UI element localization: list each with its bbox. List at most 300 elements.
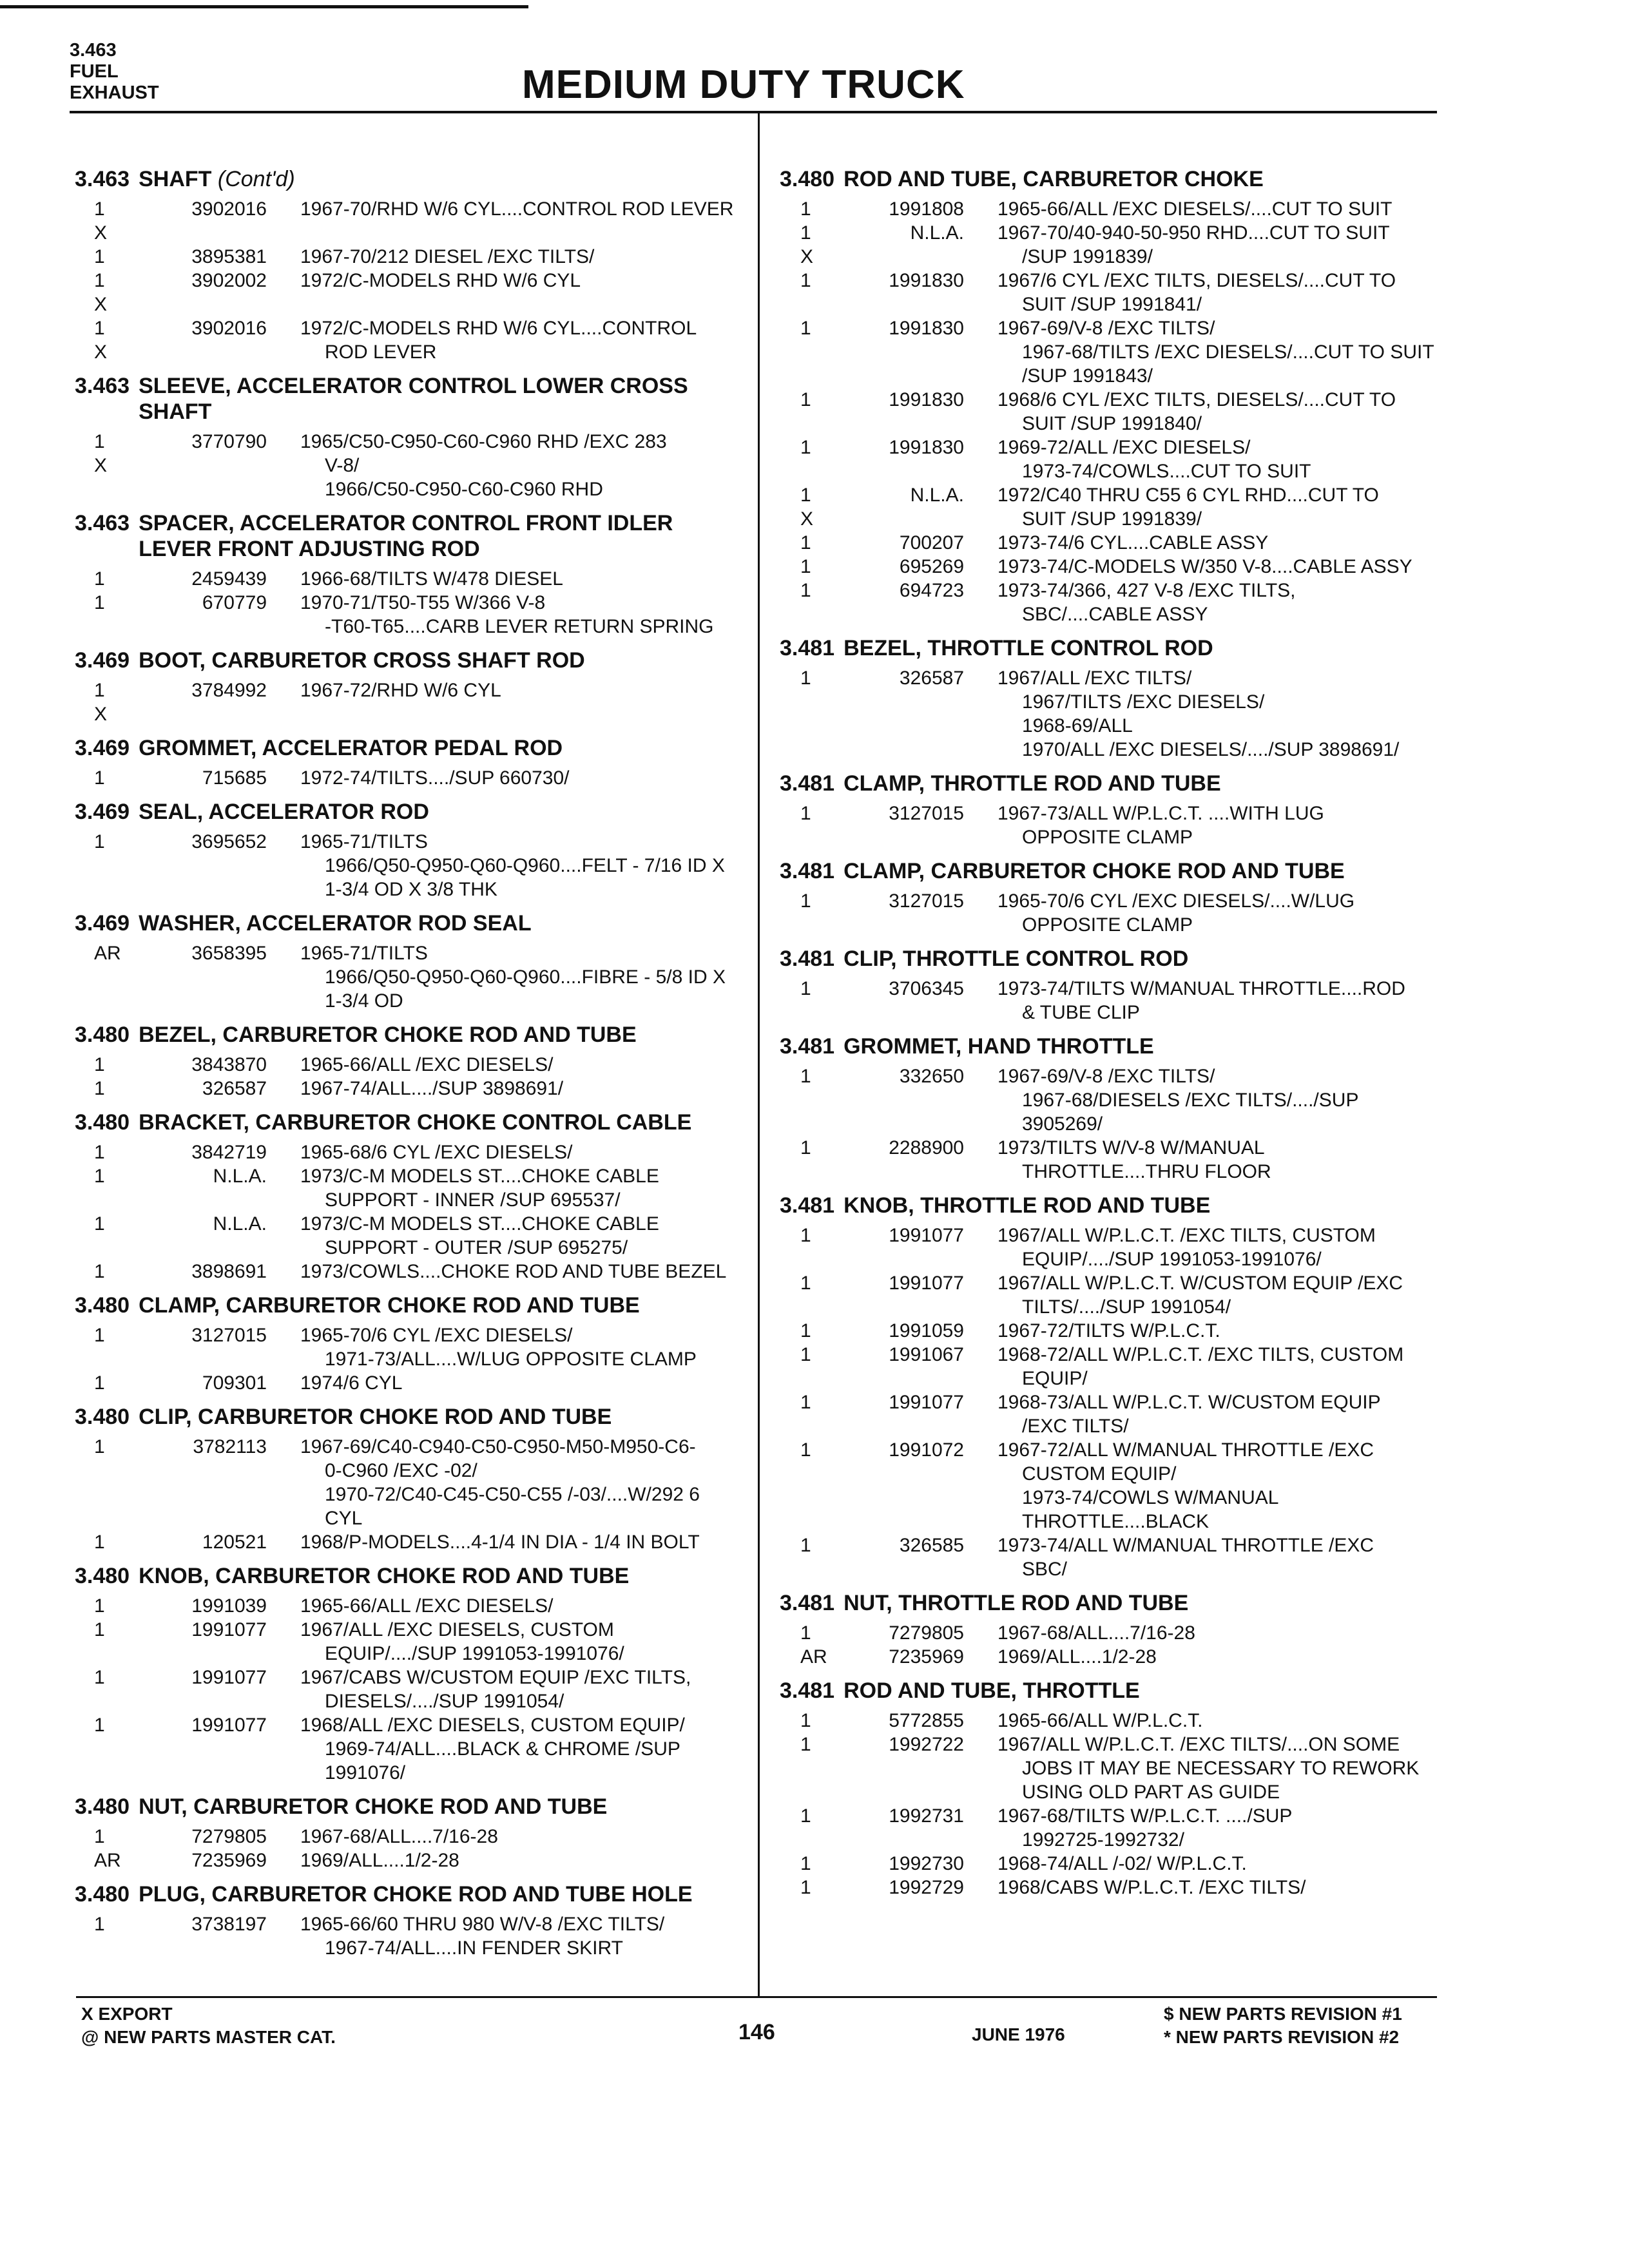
description-line: 1967/CABS W/CUSTOM EQUIP /EXC TILTS,	[300, 1667, 691, 1688]
quantity: 1 X	[800, 485, 814, 530]
section-heading	[780, 635, 1437, 661]
description-line: 1967-69/V-8 /EXC TILTS/	[998, 318, 1215, 339]
quantity: 1	[94, 831, 105, 852]
quantity: 1 X	[800, 222, 814, 267]
part-number: 1991830	[889, 270, 964, 291]
description-line: V-8/	[325, 455, 360, 476]
top-edge-rule	[0, 5, 528, 8]
parts-section	[780, 635, 1437, 762]
description	[968, 531, 1437, 555]
parts-section	[75, 373, 742, 501]
section-name	[843, 1678, 1437, 1704]
part-entry	[75, 1666, 742, 1713]
section-name-text: CLAMP, CARBURETOR CHOKE ROD AND TUBE	[843, 859, 1345, 883]
description-line: 1973-74/COWLS....CUT TO SUIT	[1022, 461, 1311, 482]
quantity: 1	[800, 318, 811, 339]
part-number: 1992722	[889, 1734, 964, 1755]
quantity: 1	[94, 1372, 105, 1394]
description-line: 1969-72/ALL /EXC DIESELS/	[998, 437, 1251, 458]
part-entry	[75, 1140, 742, 1164]
part-entry	[75, 1371, 742, 1395]
parts-section	[75, 648, 742, 726]
section-name-text: ROD AND TUBE, CARBURETOR CHOKE	[843, 167, 1264, 191]
description-line: SUIT /SUP 1991840/	[1022, 413, 1202, 434]
section-heading	[780, 1193, 1437, 1218]
section-code: 3.463	[75, 511, 130, 535]
part-number: 1991072	[889, 1439, 964, 1461]
section-heading	[75, 1110, 742, 1135]
legend-master-cat: @ NEW PARTS MASTER CAT.	[81, 2027, 336, 2047]
part-entry	[780, 666, 1437, 762]
part-entry	[75, 1849, 742, 1872]
quantity: 1	[800, 1805, 811, 1827]
part-number: 1991830	[889, 318, 964, 339]
description-line: SUPPORT - INNER /SUP 695537/	[325, 1189, 621, 1211]
description-line: 1991076/	[325, 1762, 406, 1783]
quantity: 1	[800, 532, 811, 553]
description-line: 1965-66/ALL /EXC DIESELS/	[300, 1595, 554, 1617]
description	[271, 197, 742, 245]
section-name-text: BRACKET, CARBURETOR CHOKE CONTROL CABLE	[139, 1110, 692, 1135]
description	[271, 1371, 742, 1395]
description-line: SBC/	[1022, 1559, 1068, 1580]
quantity: 1	[800, 1392, 811, 1413]
description	[271, 1212, 742, 1260]
description	[271, 1323, 742, 1371]
parts-section	[780, 946, 1437, 1024]
footer-legend-left	[81, 2003, 336, 2049]
description-line: 1966/Q50-Q950-Q60-Q960....FIBRE - 5/8 ID X	[325, 966, 726, 988]
part-entry	[75, 678, 742, 726]
quantity: 1	[800, 556, 811, 577]
quantity: 1	[94, 1213, 105, 1235]
description-line: 0-C960 /EXC -02/	[325, 1460, 477, 1481]
section-name	[843, 635, 1437, 661]
section-heading	[75, 1881, 742, 1907]
section-name	[843, 1193, 1437, 1218]
part-number: N.L.A.	[213, 1166, 267, 1187]
section-name	[843, 1033, 1437, 1059]
description	[968, 1804, 1437, 1852]
description-line: 1968-72/ALL W/P.L.C.T. /EXC TILTS, CUSTOM	[998, 1344, 1404, 1365]
description	[271, 941, 742, 1013]
page-number: 146	[738, 2020, 775, 2044]
part-number: 3843870	[191, 1054, 267, 1075]
section-code: 3.480	[75, 1794, 130, 1819]
quantity: AR	[800, 1646, 827, 1667]
description-line: 1-3/4 OD	[325, 990, 403, 1012]
description	[968, 1533, 1437, 1581]
description-line: 1965-71/TILTS	[300, 943, 428, 964]
section-code: 3.469	[75, 911, 130, 936]
quantity: 1 X	[94, 270, 108, 315]
description-line: 1967-74/ALL....IN FENDER SKIRT	[325, 1937, 623, 1959]
description	[271, 830, 742, 901]
section-name-text: GROMMET, ACCELERATOR PEDAL ROD	[139, 736, 563, 760]
description-line: 1970-71/T50-T55 W/366 V-8	[300, 592, 546, 613]
part-number: 7279805	[191, 1826, 267, 1847]
description-line: 1967/TILTS /EXC DIESELS/	[1022, 691, 1265, 713]
description-line: 1967/ALL /EXC DIESELS, CUSTOM	[300, 1619, 614, 1640]
parts-section	[780, 1033, 1437, 1184]
description	[271, 1594, 742, 1618]
quantity: 1	[800, 1439, 811, 1461]
section-name	[843, 166, 1437, 192]
part-number: 3895381	[191, 246, 267, 267]
quantity: 1	[94, 1715, 105, 1736]
part-entry	[780, 579, 1437, 626]
part-number: 3770790	[191, 431, 267, 452]
section-code: 3.481	[780, 947, 835, 971]
description-line: & TUBE CLIP	[1022, 1002, 1140, 1023]
section-code: 3.481	[780, 1034, 835, 1059]
quantity: 1	[800, 1877, 811, 1898]
description	[271, 1912, 742, 1960]
description	[968, 483, 1437, 531]
part-entry	[780, 1064, 1437, 1136]
part-entry	[780, 802, 1437, 849]
description-line: 1972/C-MODELS RHD W/6 CYL	[300, 270, 581, 291]
description	[968, 1438, 1437, 1533]
publication-date: JUNE 1976	[972, 2024, 1065, 2044]
quantity: 1	[94, 1619, 105, 1640]
quantity: 1	[94, 1532, 105, 1553]
description-line: 1968/ALL /EXC DIESELS, CUSTOM EQUIP/	[300, 1715, 685, 1736]
part-entry	[780, 555, 1437, 579]
description	[271, 1260, 742, 1283]
description-line: 1969/ALL....1/2-28	[300, 1850, 459, 1871]
section-name	[139, 1110, 742, 1135]
quantity: 1	[94, 1914, 105, 1935]
description-line: 1966-68/TILTS W/478 DIESEL	[300, 568, 563, 590]
part-entry	[780, 388, 1437, 436]
description	[271, 1713, 742, 1785]
description-line: THROTTLE....BLACK	[1022, 1511, 1210, 1532]
part-number: 120521	[202, 1532, 267, 1553]
description-line: 1967/ALL W/P.L.C.T. /EXC TILTS/....ON SOME	[998, 1734, 1400, 1755]
section-fuel: FUEL	[70, 61, 119, 82]
section-name	[139, 1293, 742, 1318]
section-heading	[75, 510, 742, 562]
page-title: MEDIUM DUTY TRUCK	[522, 62, 965, 107]
description-line: TILTS/..../SUP 1991054/	[1022, 1296, 1231, 1318]
part-number: 3127015	[889, 890, 964, 912]
description-line: OPPOSITE CLAMP	[1022, 827, 1193, 848]
part-entry	[75, 1618, 742, 1666]
quantity: 1	[800, 198, 811, 220]
part-entry	[75, 567, 742, 591]
section-name-text: SPACER, ACCELERATOR CONTROL FRONT IDLER LEVER FRONT ADJUSTING ROD	[139, 511, 673, 561]
section-name	[139, 1404, 742, 1430]
description-line: /SUP 1991839/	[1022, 246, 1153, 267]
part-entry	[75, 1530, 742, 1554]
quantity: 1	[94, 568, 105, 590]
continued-note: (Cont'd)	[217, 167, 295, 191]
part-number: 7279805	[889, 1622, 964, 1644]
part-entry	[75, 197, 742, 245]
description-line: 1967-68/TILTS W/P.L.C.T. ..../SUP	[998, 1805, 1293, 1827]
section-heading	[780, 771, 1437, 796]
part-entry	[75, 316, 742, 364]
quantity: 1	[94, 1054, 105, 1075]
description-line: 1968-74/ALL /-02/ W/P.L.C.T.	[998, 1853, 1247, 1874]
description-line: JOBS IT MAY BE NECESSARY TO REWORK	[1022, 1758, 1420, 1779]
description-line: 1967-72/ALL W/MANUAL THROTTLE /EXC	[998, 1439, 1374, 1461]
description	[968, 666, 1437, 762]
section-heading	[75, 799, 742, 825]
section-heading	[75, 1404, 742, 1430]
quantity: 1	[800, 890, 811, 912]
description	[968, 1709, 1437, 1733]
section-name-text: PLUG, CARBURETOR CHOKE ROD AND TUBE HOLE	[139, 1882, 693, 1907]
parts-section	[75, 1563, 742, 1785]
description-line: ROD LEVER	[325, 341, 437, 363]
section-name-text: CLAMP, THROTTLE ROD AND TUBE	[843, 771, 1221, 796]
part-entry	[75, 1594, 742, 1618]
part-entry	[780, 1645, 1437, 1669]
description	[968, 1390, 1437, 1438]
parts-section	[780, 1678, 1437, 1899]
part-number: 7235969	[889, 1646, 964, 1667]
part-entry	[780, 1343, 1437, 1390]
description-line: 1967-73/ALL W/P.L.C.T. ....WITH LUG	[998, 803, 1324, 824]
description-line: 1974/6 CYL	[300, 1372, 403, 1394]
part-entry	[780, 889, 1437, 937]
quantity: 1	[94, 592, 105, 613]
description	[271, 1849, 742, 1872]
section-code: 3.463	[75, 167, 130, 191]
description-line: 1972/C-MODELS RHD W/6 CYL....CONTROL	[300, 318, 697, 339]
part-number: 1991077	[889, 1273, 964, 1294]
part-number: 715685	[202, 767, 267, 789]
quantity: 1	[800, 389, 811, 410]
description-line: USING OLD PART AS GUIDE	[1022, 1782, 1280, 1803]
description-line: 1967-68/ALL....7/16-28	[300, 1826, 498, 1847]
section-code: 3.480	[75, 1293, 130, 1318]
description-line: SUPPORT - OUTER /SUP 695275/	[325, 1237, 628, 1258]
part-number: 326587	[202, 1078, 267, 1099]
part-entry	[780, 1852, 1437, 1876]
description-line: 1973-74/C-MODELS W/350 V-8....CABLE ASSY	[998, 556, 1412, 577]
quantity: 1	[800, 1137, 811, 1158]
part-number: 3902016	[191, 198, 267, 220]
description-line: 1973/TILTS W/V-8 W/MANUAL	[998, 1137, 1265, 1158]
section-heading	[75, 1293, 742, 1318]
description-line: 1973-74/366, 427 V-8 /EXC TILTS,	[998, 580, 1296, 601]
legend-revision-1: $ NEW PARTS REVISION #1	[1164, 2004, 1402, 2024]
part-number: 1991077	[191, 1667, 267, 1688]
part-entry	[780, 1709, 1437, 1733]
description-line: 1967/ALL /EXC TILTS/	[998, 668, 1192, 689]
section-heading	[75, 1022, 742, 1048]
section-name-text: GROMMET, HAND THROTTLE	[843, 1034, 1154, 1059]
part-entry	[780, 531, 1437, 555]
right-column	[780, 166, 1437, 1908]
part-entry	[780, 1136, 1437, 1184]
quantity: 1	[94, 1595, 105, 1617]
parts-section	[75, 510, 742, 639]
part-entry	[75, 1435, 742, 1530]
description-line: 1965/C50-C950-C60-C960 RHD /EXC 283	[300, 431, 667, 452]
part-number: 1991830	[889, 389, 964, 410]
section-code: 3.481	[780, 636, 835, 660]
quantity: 1 X	[94, 431, 108, 476]
section-heading	[75, 1794, 742, 1820]
section-name	[139, 735, 742, 761]
part-number: 3782113	[193, 1436, 267, 1457]
section-name-text: BOOT, CARBURETOR CROSS SHAFT ROD	[139, 648, 585, 673]
description	[271, 567, 742, 591]
description-line: 1965-71/TILTS	[300, 831, 428, 852]
part-number: 1992729	[889, 1877, 964, 1898]
part-number: 709301	[202, 1372, 267, 1394]
quantity: AR	[94, 1850, 121, 1871]
description-line: 1973/C-M MODELS ST....CHOKE CABLE	[300, 1213, 659, 1235]
part-entry	[75, 1260, 742, 1283]
quantity: 1 X	[94, 198, 108, 244]
section-code: 3.469	[75, 736, 130, 760]
part-entry	[780, 1621, 1437, 1645]
section-name	[139, 910, 742, 936]
description	[271, 316, 742, 364]
quantity: 1	[800, 1853, 811, 1874]
section-code: 3.480	[75, 1405, 130, 1429]
footer-legend-right	[1164, 2003, 1402, 2049]
part-entry	[780, 1533, 1437, 1581]
parts-section	[75, 735, 742, 790]
description-line: 1967-68/ALL....7/16-28	[998, 1622, 1195, 1644]
quantity: 1	[800, 1622, 811, 1644]
left-column	[75, 166, 742, 1969]
section-name-text: KNOB, THROTTLE ROD AND TUBE	[843, 1193, 1211, 1218]
quantity: 1	[800, 1066, 811, 1087]
column-divider	[758, 113, 760, 1997]
part-number: N.L.A.	[910, 485, 964, 506]
section-code: 3.469	[75, 800, 130, 824]
description	[271, 1140, 742, 1164]
quantity: 1	[94, 246, 105, 267]
part-entry	[75, 1164, 742, 1212]
part-number: N.L.A.	[910, 222, 964, 244]
description	[271, 269, 742, 316]
part-entry	[780, 1271, 1437, 1319]
section-name	[139, 510, 742, 562]
part-number: 1991077	[191, 1715, 267, 1736]
part-number: 326587	[899, 668, 964, 689]
part-entry	[75, 830, 742, 901]
quantity: 1	[800, 1320, 811, 1341]
description-line: 1973-74/ALL W/MANUAL THROTTLE /EXC	[998, 1535, 1374, 1556]
description	[968, 1064, 1437, 1136]
section-name-text: SEAL, ACCELERATOR ROD	[139, 800, 429, 824]
description-line: 1965-66/ALL /EXC DIESELS/	[300, 1054, 554, 1075]
section-name	[139, 1022, 742, 1048]
part-number: 700207	[899, 532, 964, 553]
section-code: 3.481	[780, 771, 835, 796]
section-name	[139, 166, 742, 192]
parts-section	[780, 166, 1437, 626]
parts-section	[75, 1404, 742, 1554]
section-name	[843, 771, 1437, 796]
parts-section	[75, 1293, 742, 1395]
part-entry	[780, 436, 1437, 483]
description-line: CYL	[325, 1508, 363, 1529]
description-line: 1973-74/TILTS W/MANUAL THROTTLE....ROD	[998, 978, 1405, 999]
description	[271, 591, 742, 639]
section-code: 3.480	[780, 167, 835, 191]
section-name	[843, 858, 1437, 884]
description	[271, 678, 742, 726]
part-entry	[75, 1912, 742, 1960]
quantity: 1	[800, 437, 811, 458]
part-number: 3658395	[191, 943, 267, 964]
description-line: CUSTOM EQUIP/	[1022, 1463, 1177, 1485]
part-number: 326585	[899, 1535, 964, 1556]
description-line: 1967/ALL W/P.L.C.T. W/CUSTOM EQUIP /EXC	[998, 1273, 1403, 1294]
description-line: SUIT /SUP 1991841/	[1022, 294, 1202, 315]
description-line: EQUIP/..../SUP 1991053-1991076/	[1022, 1249, 1322, 1270]
parts-section	[75, 799, 742, 901]
quantity: AR	[94, 943, 121, 964]
part-entry	[75, 766, 742, 790]
description	[968, 802, 1437, 849]
part-entry	[780, 1876, 1437, 1899]
description-line: 1965-70/6 CYL /EXC DIESELS/	[300, 1325, 573, 1346]
part-entry	[780, 269, 1437, 316]
description	[271, 1053, 742, 1077]
description-line: 1992725-1992732/	[1022, 1829, 1184, 1850]
description-line: 1967-74/ALL..../SUP 3898691/	[300, 1078, 564, 1099]
description-line: 1965-66/ALL /EXC DIESELS/....CUT TO SUIT	[998, 198, 1393, 220]
quantity: 1	[94, 1142, 105, 1163]
section-heading	[780, 1033, 1437, 1059]
part-entry	[780, 1804, 1437, 1852]
section-name-text: SLEEVE, ACCELERATOR CONTROL LOWER CROSS SHAFT	[139, 374, 688, 424]
description	[271, 430, 742, 501]
section-code: 3.469	[75, 648, 130, 673]
part-number: 1991067	[889, 1344, 964, 1365]
description	[271, 1435, 742, 1530]
part-entry	[75, 1825, 742, 1849]
part-entry	[780, 1733, 1437, 1804]
part-entry	[780, 977, 1437, 1024]
description-line: 1965-70/6 CYL /EXC DIESELS/....W/LUG	[998, 890, 1355, 912]
section-code: 3.480	[75, 1023, 130, 1047]
quantity: 1	[94, 1325, 105, 1346]
description	[271, 245, 742, 269]
section-name	[139, 1563, 742, 1589]
description-line: /EXC TILTS/	[1022, 1416, 1129, 1437]
parts-section	[75, 1022, 742, 1100]
description-line: 1965-66/60 THRU 980 W/V-8 /EXC TILTS/	[300, 1914, 665, 1935]
parts-section	[780, 1590, 1437, 1669]
description	[271, 1825, 742, 1849]
part-number: 3898691	[191, 1261, 267, 1282]
section-heading	[780, 858, 1437, 884]
section-codes	[70, 40, 159, 104]
description	[271, 766, 742, 790]
section-heading	[75, 735, 742, 761]
part-entry	[780, 316, 1437, 388]
quantity: 1 X	[94, 318, 108, 363]
description-line: -T60-T65....CARB LEVER RETURN SPRING	[325, 616, 714, 637]
description-line: SUIT /SUP 1991839/	[1022, 508, 1202, 530]
part-number: 3784992	[191, 680, 267, 701]
quantity: 1	[800, 270, 811, 291]
description	[271, 1618, 742, 1666]
parts-section	[780, 1193, 1437, 1581]
part-entry	[75, 245, 742, 269]
